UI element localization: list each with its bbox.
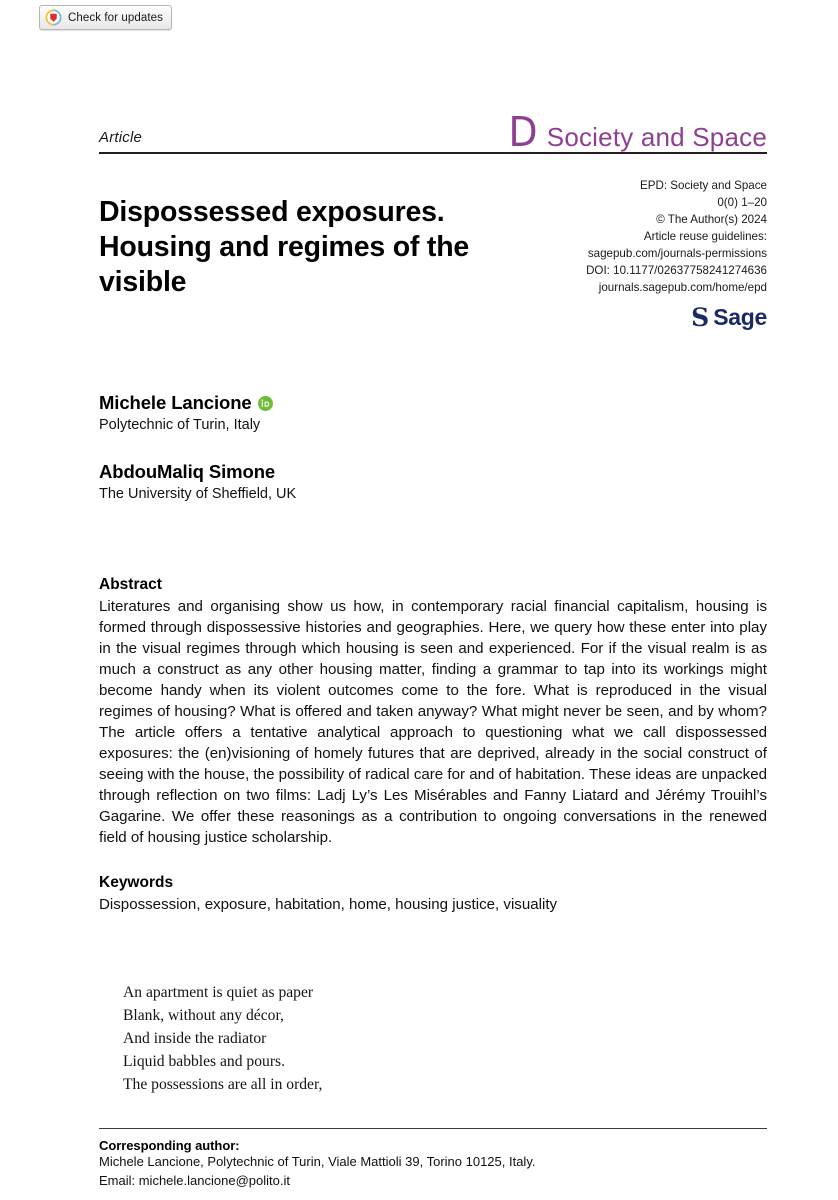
crossmark-icon xyxy=(45,9,62,26)
epigraph-line: An apartment is quiet as paper xyxy=(123,984,314,1002)
author-entry xyxy=(99,392,767,433)
author-name-row xyxy=(99,461,767,483)
author-name-row xyxy=(99,392,767,414)
epigraph-poem xyxy=(123,981,767,1096)
page-title: Dispossessed exposures. Housing and regimes of the visible xyxy=(99,196,470,299)
metadata-doi[interactable]: DOI: 10.1177/02637758241274636 xyxy=(586,263,767,277)
masthead xyxy=(99,106,767,156)
corresponding-author-email[interactable]: Email: michele.lancione@polito.it xyxy=(99,1173,290,1189)
orcid-icon[interactable] xyxy=(258,396,273,411)
epigraph-line: And inside the radiator xyxy=(123,1030,267,1048)
corresponding-author-block xyxy=(99,1138,767,1191)
check-for-updates-label: Check for updates xyxy=(68,11,164,24)
abstract-section xyxy=(99,576,767,849)
metadata-journal: EPD: Society and Space xyxy=(640,179,767,192)
article-page xyxy=(99,0,767,1191)
author-name: Michele Lancione xyxy=(99,392,252,414)
masthead-divider xyxy=(99,152,767,154)
epigraph-line: The possessions are all in order, xyxy=(123,1076,323,1094)
author-name: AbdouMaliq Simone xyxy=(99,461,276,483)
article-type-label: Article xyxy=(99,129,143,146)
epigraph-line: Liquid babbles and pours. xyxy=(123,1053,285,1071)
publication-metadata xyxy=(567,176,767,333)
metadata-volume-pages: 0(0) 1–20 xyxy=(717,195,767,209)
journal-logo-mark: D xyxy=(508,108,538,156)
abstract-body: Literatures and organising show us how, in contemporary racial financial capitalism, housing is formed through dispossessive histories and geographies. Here, we query how these enter into play in the visual regimes through which housing is seen and experienced. For if the visual realm is as much a construct as any other housing matter, finding a grammar to tap into its workings might become handy when its violent outcomes come to the fore. What is reproduced in the visual regimes of housing? What is offered and taken anyway? What might never be seen, and by whom? The article offers a tentative analytical approach to questioning what we call dispossessed exposures: the (en)visioning of homely futures that are deprived, already in the social construct of seeing with the house, the possibility of radical care for and of habitation. These ideas are unpacked through reflection on two films: Ladj Ly’s Les Misérables and Fanny Liatard and Jérémy Trouihl’s Gagarine. We offer these reasonings as a contribution to ongoing conversations in the renewed field of housing justice scholarship. xyxy=(99,598,767,847)
sage-publisher-logo xyxy=(567,303,767,333)
author-list xyxy=(99,392,767,502)
author-affiliation: The University of Sheffield, UK xyxy=(99,486,297,503)
title-and-metadata xyxy=(99,176,767,333)
keywords-section xyxy=(99,874,767,916)
journal-logo-text: Society and Space xyxy=(546,122,767,152)
epigraph-line: Blank, without any décor, xyxy=(123,1007,284,1025)
metadata-home-url[interactable]: journals.sagepub.com/home/epd xyxy=(598,280,767,294)
corresponding-author-address: Michele Lancione, Polytechnic of Turin, Viale Mattioli 39, Torino 10125, Italy. xyxy=(99,1154,536,1170)
abstract-heading: Abstract xyxy=(99,576,162,594)
footer-divider xyxy=(99,1128,767,1129)
author-entry xyxy=(99,461,767,502)
metadata-reuse-label: Article reuse guidelines: xyxy=(643,229,767,243)
sage-mark-icon: S xyxy=(691,303,710,333)
keywords-body: Dispossession, exposure, habitation, home, housing justice, visuality xyxy=(99,896,558,914)
metadata-reuse-url[interactable]: sagepub.com/journals-permissions xyxy=(587,246,767,260)
author-affiliation: Polytechnic of Turin, Italy xyxy=(99,417,261,434)
metadata-copyright: © The Author(s) 2024 xyxy=(656,212,767,226)
keywords-heading: Keywords xyxy=(99,874,174,892)
corresponding-author-heading: Corresponding author: xyxy=(99,1138,240,1154)
sage-wordmark: Sage xyxy=(713,304,767,331)
journal-logo xyxy=(506,108,767,156)
